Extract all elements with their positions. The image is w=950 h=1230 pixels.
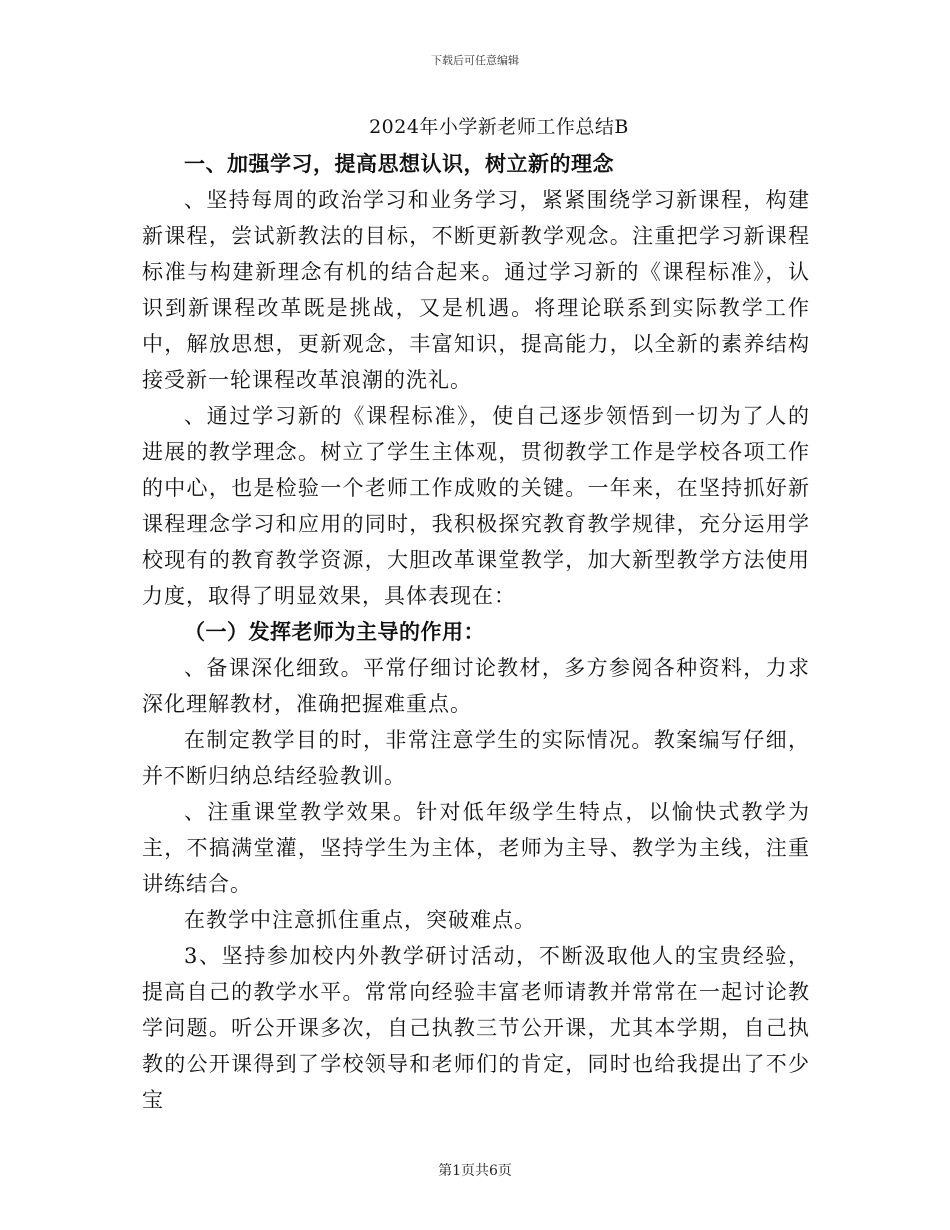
- paragraph: 3、坚持参加校内外教学研讨活动，不断汲取他人的宝贵经验，提高自己的教学水平。常常向经验丰富老师请教并常常在一起讨论教学问题。听公开课多次，自己执教三节公开课，尤其本学期，自己执教的公开课得到了学校领导和老师们的肯定，同时也给我提出了不少宝: [142, 944, 810, 1112]
- paragraph: 、注重课堂教学效果。针对低年级学生特点，以愉快式教学为主，不搞满堂灌，坚持学生为主体，老师为主导、教学为主线，注重讲练结合。: [142, 800, 810, 896]
- header-note: 下载后可任意编辑: [431, 54, 519, 67]
- section-heading: 一、加强学习，提高思想认识，树立新的理念: [184, 151, 614, 176]
- document-title: 2024年小学新老师工作总结B: [369, 116, 629, 138]
- page-footer: 第1页共6页: [438, 1163, 512, 1179]
- subsection-heading: （一）发挥老师为主导的作用：: [184, 619, 485, 644]
- paragraph: 、备课深化细致。平常仔细讨论教材，多方参阅各种资料，力求深化理解教材，准确把握难重点。: [142, 656, 810, 716]
- paragraph: 在教学中注意抓住重点，突破难点。: [184, 908, 536, 932]
- paragraph: 在制定教学目的时，非常注意学生的实际情况。教案编写仔细，并不断归纳总结经验教训。: [142, 728, 810, 788]
- document-body: [142, 146, 810, 1118]
- paragraph: 、通过学习新的《课程标准》，使自己逐步领悟到一切为了人的进展的教学理念。树立了学生主体观，贯彻教学工作是学校各项工作的中心，也是检验一个老师工作成败的关键。一年来，在坚持抓好新课程理念学习和应用的同时，我积极探究教育教学规律，充分运用学校现有的教育教学资源，大胆改革课堂教学，加大新型教学方法使用力度，取得了明显效果，具体表现在：: [142, 404, 810, 608]
- paragraph: 、坚持每周的政治学习和业务学习，紧紧围绕学习新课程，构建新课程，尝试新教法的目标，不断更新教学观念。注重把学习新课程标准与构建新理念有机的结合起来。通过学习新的《课程标准》，认识到新课程改革既是挑战，又是机遇。将理论联系到实际教学工作中，解放思想，更新观念，丰富知识，提高能力，以全新的素养结构接受新一轮课程改革浪潮的洗礼。: [142, 188, 810, 392]
